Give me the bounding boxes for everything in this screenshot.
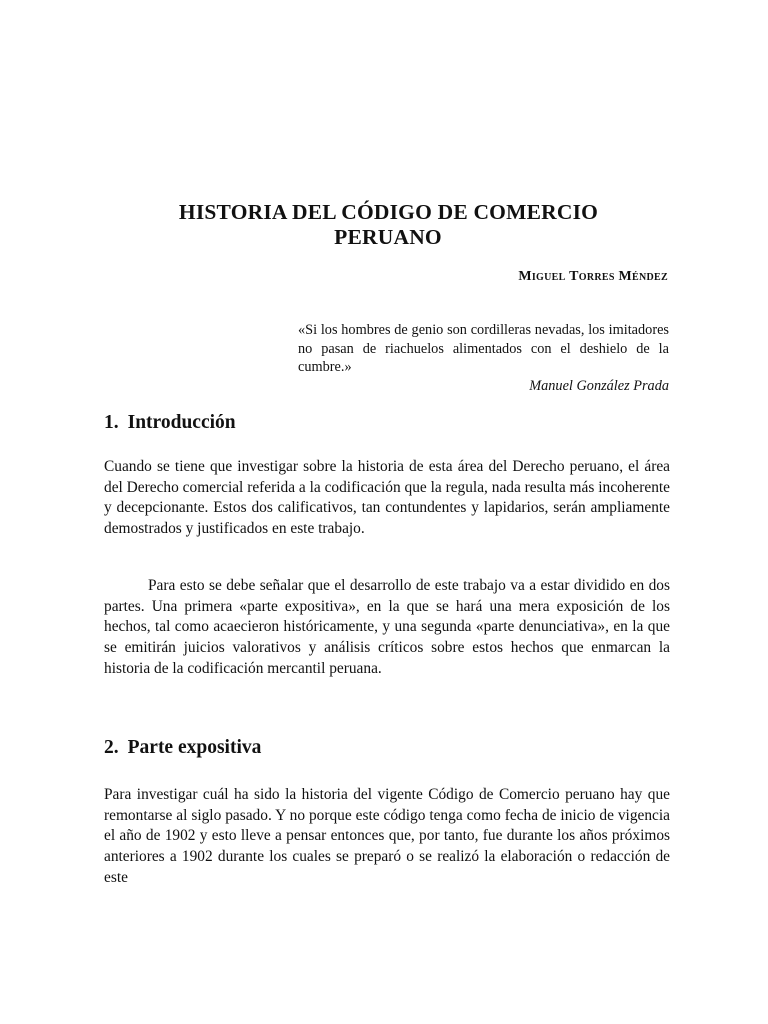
paragraph-parte-expositiva-1: Para investigar cuál ha sido la historia del vigente Código de Comercio peruano hay que remontarse al siglo pasado. Y no porque este código tenga como fecha de inicio de vigencia el año de 1902 y esto lleve a pensar entonces que, por tanto, fue durante los años próximos anteriores a 1902 durante los cuales se preparó o se realizó la elaboración o redacción de este — [104, 786, 670, 886]
section-title: Introducción — [127, 412, 236, 433]
section-title: Parte expositiva — [127, 737, 262, 758]
paragraph-introduccion-2: Para esto se debe señalar que el desarrollo de este trabajo va a estar dividido en dos partes. Una primera «parte expositiva», en la que se hará una mera exposición de los hechos, tal como acaecieron históricamente, y una segunda «parte denunciativa», en la que se emitirán juicios valorativos y análisis críticos sobre estos hechos que enmarcan la historia de la codificación mercantil peruana. — [104, 577, 670, 677]
article-author: Miguel Torres Méndez — [518, 269, 668, 284]
epigraph-attribution: Manuel González Prada — [529, 377, 669, 394]
epigraph-quote: «Si los hombres de genio son cordilleras nevadas, los imitadores no pasan de riachuelos alimentados con el deshielo de la cumbre.» — [298, 322, 669, 375]
article-title-line-1: HISTORIA DEL CÓDIGO DE COMERCIO — [178, 200, 599, 224]
section-heading-introduccion — [104, 411, 236, 435]
article-title-line-2: PERUANO — [334, 225, 442, 249]
epigraph — [298, 321, 669, 395]
paragraph-introduccion-1: Cuando se tiene que investigar sobre la historia de esta área del Derecho peruano, el área del Derecho comercial referida a la codificación que la regula, nada resulta más incoherente y decepcionante. Estos dos calificativos, tan contundentes y lapidarios, serán ampliamente demostrados y justificados en este trabajo. — [104, 458, 670, 538]
section-number: 2. — [104, 737, 119, 758]
section-number: 1. — [104, 412, 119, 433]
article-title — [0, 200, 768, 250]
section-heading-parte-expositiva — [104, 736, 261, 760]
